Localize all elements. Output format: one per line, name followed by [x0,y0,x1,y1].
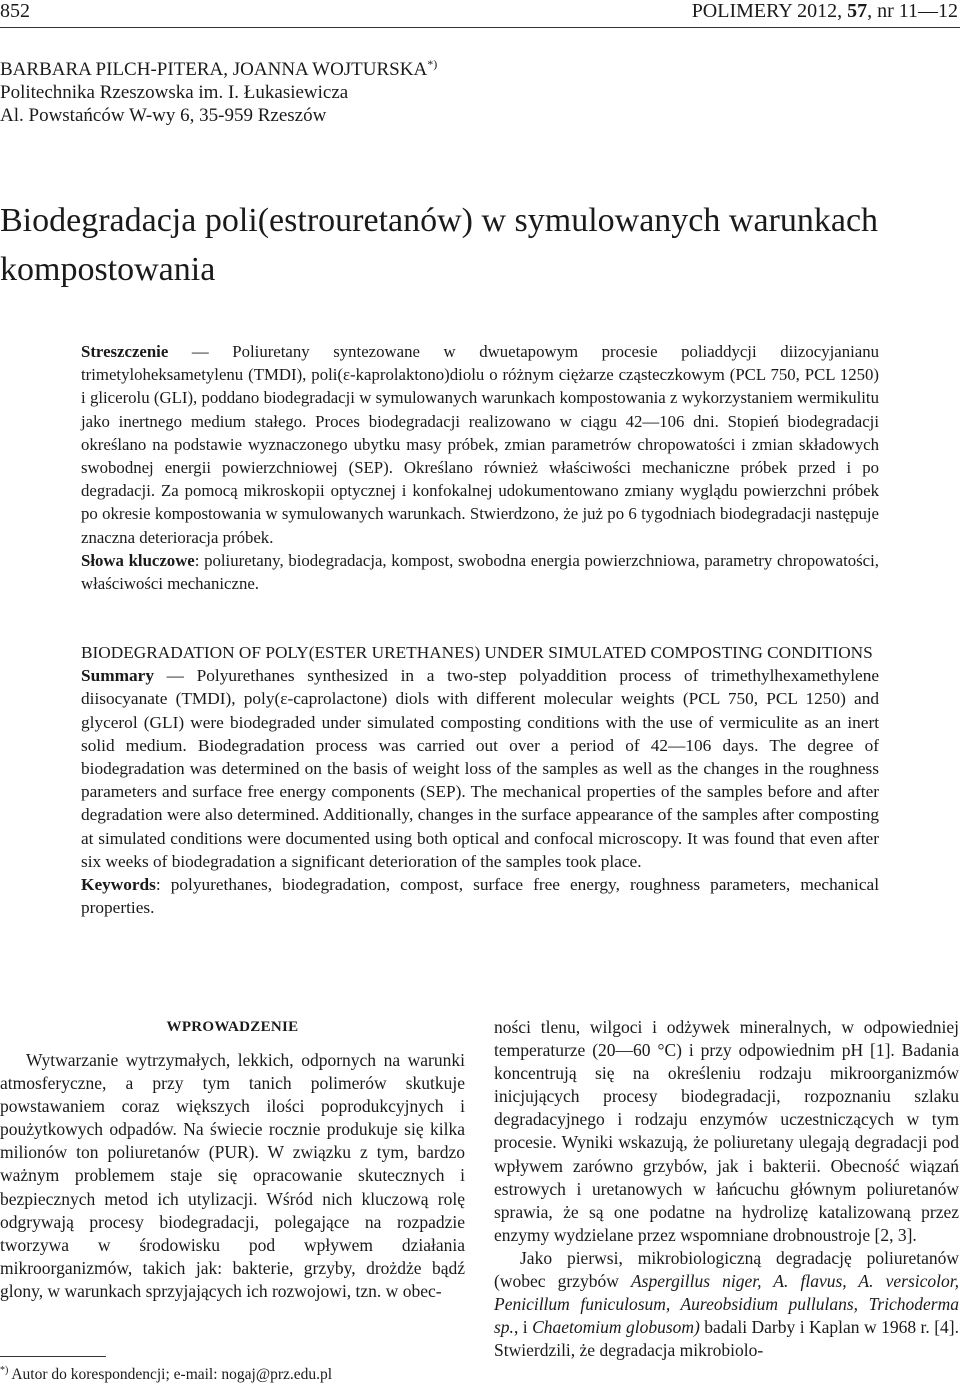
species-list: Aspergillus niger, A. flavus, A. versicolor, Penicillum funiculosum, Aureobsidium pullulans, Trichoderma sp. [494,1271,959,1338]
left-column [0,1016,465,1303]
keywords-pl [81,549,879,595]
intro-paragraph-1: Wytwarzanie wytrzymałych, lekkich, odpornych na warunki atmosferyczne, a przy tym tanich polimerów skutkuje powstawaniem coraz większych ilości poprodukcyjnych i poużytkowych odpadów. Na świecie rocznie produkuje się kilka milionów ton poliuretanów (PUR). W związku z tym, bardzo ważnym problemem staje się opracowanie skutecznych i bezpiecznych metod ich utylizacji. Wśród nich kluczową rolę odgrywają procesy biodegradacji, polegające na rozpadzie tworzywa w środowisku pod wpływem działania mikroorganizmów, takich jak: bakterie, grzyby, drożdże bądź glony, w warunkach sprzyjających ich rozwojowi, tzn. w obec- [0,1050,465,1301]
intro-paragraph-2 [494,1247,959,1362]
intro-p2-part-a: Jako pierwsi, mikrobiologiczną degradację poliuretanów (wobec grzybów [494,1247,959,1292]
running-header [0,0,960,22]
footnote-divider [0,1356,106,1357]
species-chaetomium: Chaetomium globusom) [532,1317,700,1338]
section-heading-introduction: WPROWADZENIE [166,1019,299,1035]
intro-p2-part-b: , i [513,1317,533,1338]
abstract-pl-body [81,340,879,549]
footnote-mark: *) [0,1365,9,1376]
journal-volume: 57 [847,0,868,22]
article-title: Biodegradacja poli(estrouretanów) w symulowanych warunkach kompostowania [0,202,879,288]
page-number: 852 [0,0,30,22]
intro-p2-part-c: badali Darby i Kaplan w 1968 r. [4]. Stwierdzili, że degradacja mikrobiolo- [494,1317,959,1361]
journal-citation [692,0,958,23]
footnote-text: Autor do korespondencji; e-mail: nogaj@prz.edu.pl [8,1366,333,1383]
right-column [494,1016,959,1362]
keywords-pl-text: : poliuretany, biodegradacja, kompost, swobodna energia powierzchniowa, parametry chropowatości, właściwości mechaniczne. [81,550,879,594]
author-names [0,58,700,81]
intro-paragraph-1-continued: ności tlenu, wilgoci i odżywek mineralnych, w odpowiedniej temperaturze (20—60 °C) i przy odpowiednim pH [1]. Badania koncentrują się na określeniu rodzaju mikroorganizmów inicjujących procesy biodegradacji, rozpoznaniu szlaku degradacyjnego i rodzaju enzymów uczestniczących w tym procesie. Wyniki wskazują, że poliuretany ulegają degradacji pod wpływem zarówno grzybów, jak i bakterii. Obecność wiązań estrowych i uretanowych w łańcuchu głównym poliuretanów sprawia, że są one podatne na hydrolizę katalizowaną przez enzymy wydzielane przez wspomniane drobnoustroje [2, 3]. [494,1017,959,1245]
keywords-en [81,873,879,919]
abstract-polish [81,340,879,595]
summary-text: Polyurethanes synthesized in a two-step polyaddition process of trimethylhexamethylene diisocyanate (TMDI), poly(ε-caprolactone) diols with different molecular weights (PCL 750, PCL 1250) and glycerol (GLI) were biodegraded under simulated composting conditions with the use of vermiculite as an inert solid medium. Biodegradation process was carried out over a period of 42—106 days. The degree of biodegradation was determined on the basis of weight loss of the samples as well as the changes in the roughness parameters and surface free energy components (SEP). The mechanical properties of the samples before and after degradation were also determined. Additionally, changes in the surface appearance of the samples after composting at simulated conditions were documented using both optical and confocal microscopy. It was found that even after six weeks of biodegradation a significant deterioration of the samples took place. [81,666,880,871]
author-footnote-mark: *) [427,57,438,71]
summary-body [81,664,879,873]
abstract-pl-label: Streszczenie [81,342,169,361]
header-divider [0,27,960,28]
author-block [0,58,700,127]
english-title: BIODEGRADATION OF POLY(ESTER URETHANES) UNDER SIMULATED COMPOSTING CONDITIONS [81,643,873,662]
author-names-text: BARBARA PILCH-PITERA, JOANNA WOJTURSKA [0,59,428,80]
summary-dash: — [153,666,197,686]
summary-label: Summary [81,666,154,686]
author-affiliation: Politechnika Rzeszowska im. I. Łukasiewicza [0,82,349,103]
keywords-en-text: : polyurethanes, biodegradation, compost, surface free energy, roughness parameters, mechanical properties. [81,875,879,918]
journal-issue: , nr 11—12 [867,0,958,22]
abstract-pl-dash: — [168,342,233,361]
keywords-en-label: Keywords [81,875,156,895]
journal-name: POLIMERY 2012, [691,0,848,22]
author-address: Al. Powstańców W-wy 6, 35-959 Rzeszów [0,105,327,126]
abstract-english [81,641,879,919]
footnote [0,1365,332,1385]
keywords-pl-label: Słowa kluczowe [81,550,195,570]
abstract-pl-text: Poliuretany syntezowane w dwuetapowym procesie poliaddycji diizocyjanianu trimetyloheksametylenu (TMDI), poli(ε-kaprolaktono)diolu o różnym ciężarze cząsteczkowym (PCL 750, PCL 1250) i glicerolu (GLI), poddano biodegradacji w symulowanych warunkach kompostowania z wykorzystaniem wermikulitu jako inertnego medium stałego. Proces biodegradacji realizowano w ciągu 42—106 dni. Stopień biodegradacji określano na podstawie wyznaczonego ubytku masy próbek, zmian parametrów chropowatości i zmian składowych swobodnej energii powierzchniowej (SEP). Określano również właściwości mechaniczne próbek przed i po degradacji. Za pomocą mikroskopii optycznej i konfokalnej udokumentowano zmiany wyglądu powierzchni próbek po okresie kompostowania w symulowanych warunkach. Stwierdzono, że już po 6 tygodniach biodegradacji następuje znaczna deterioracja próbek. [81,342,880,547]
